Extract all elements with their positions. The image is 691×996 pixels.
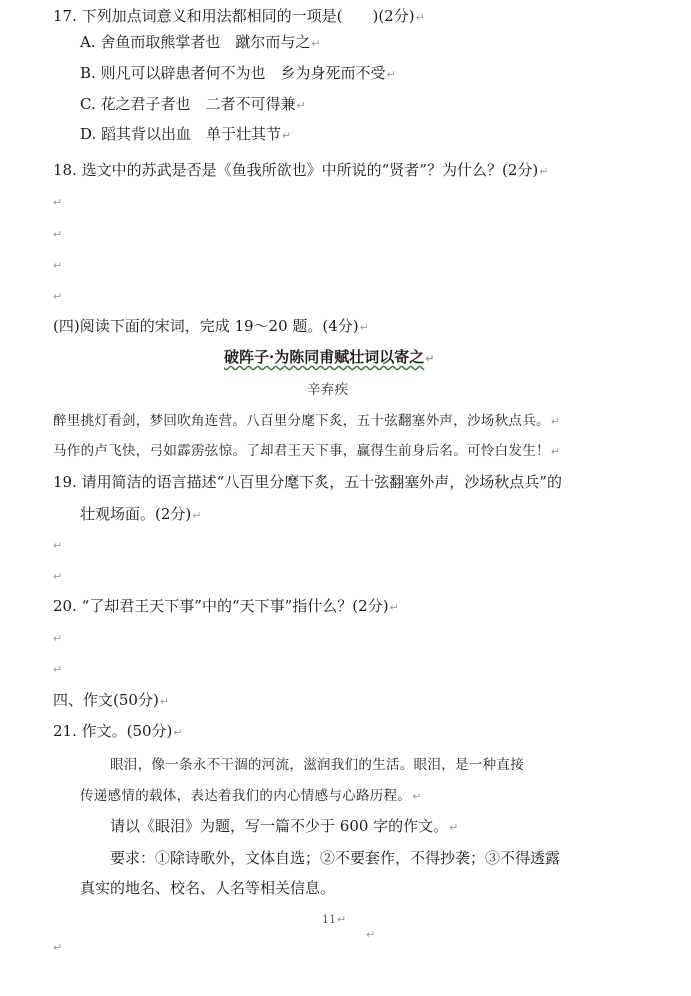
q17-option-a: A. 舍鱼而取熊掌者也 蹴尔而与之↵ [80, 33, 321, 51]
empty-line-mark: ↵ [53, 570, 63, 583]
empty-line-mark: ↵ [53, 539, 63, 552]
requirements-line-2: 真实的地名、校名、人名等相关信息。 [80, 879, 336, 897]
empty-line-mark: ↵ [53, 196, 63, 209]
composition-heading: 四、作文(50分)↵ [53, 691, 170, 709]
task-line: 请以《眼泪》为题，写一篇不少于 600 字的作文。↵ [110, 817, 459, 835]
empty-line-mark: ↵ [53, 941, 63, 954]
empty-line-mark: ↵ [53, 290, 63, 303]
requirements-line-1: 要求：①除诗歌外，文体自选；②不要套作，不得抄袭；③不得透露 [110, 849, 561, 867]
empty-line-mark: ↵ [53, 259, 63, 272]
empty-line-mark: ↵ [53, 632, 63, 645]
q17-option-c: C. 花之君子者也 二者不可得兼↵ [80, 95, 306, 113]
prompt-line-1: 眼泪，像一条永不干涸的河流，滋润我们的生活。眼泪，是一种直接 [110, 757, 524, 773]
empty-line-mark: ↵ [366, 928, 376, 941]
poem-title: 破阵子·为陈同甫赋壮词以寄之↵ [224, 348, 435, 366]
q19-stem-line1: 19. 请用简洁的语言描述“八百里分麾下炙，五十弦翻塞外声，沙场秋点兵”的 [53, 473, 562, 491]
page-number: 11↵ [322, 913, 347, 926]
poem-line-2: 马作的卢飞快，弓如霹雳弦惊。了却君王天下事，赢得生前身后名。可怜白发生！↵ [53, 443, 561, 459]
q17-option-b: B. 则凡可以辟患者何不为也 乡为身死而不受↵ [80, 64, 396, 82]
q17-stem: 17. 下列加点词意义和用法都相同的一项是( )(2分)↵ [53, 7, 425, 25]
empty-line-mark: ↵ [53, 663, 63, 676]
empty-line-mark: ↵ [53, 228, 63, 241]
poem-author: 辛弃疾 [307, 382, 349, 398]
q17-option-d: D. 蹈其背以出血 单于壮其节↵ [80, 125, 292, 143]
q18-stem: 18. 选文中的苏武是否是《鱼我所欲也》中所说的“贤者”？为什么？(2分)↵ [53, 161, 549, 179]
section4-heading: (四)阅读下面的宋词，完成 19～20 题。(4分)↵ [53, 317, 369, 335]
q20-stem: 20. “了却君王天下事”中的“天下事”指什么？(2分)↵ [53, 597, 399, 615]
prompt-line-2: 传递感情的载体，表达着我们的内心情感与心路历程。↵ [80, 788, 422, 804]
q21-stem: 21. 作文。(50分)↵ [53, 722, 183, 740]
poem-line-1: 醉里挑灯看剑，梦回吹角连营。八百里分麾下炙，五十弦翻塞外声，沙场秋点兵。↵ [53, 413, 561, 429]
q19-stem-line2: 壮观场面。(2分)↵ [80, 505, 202, 523]
